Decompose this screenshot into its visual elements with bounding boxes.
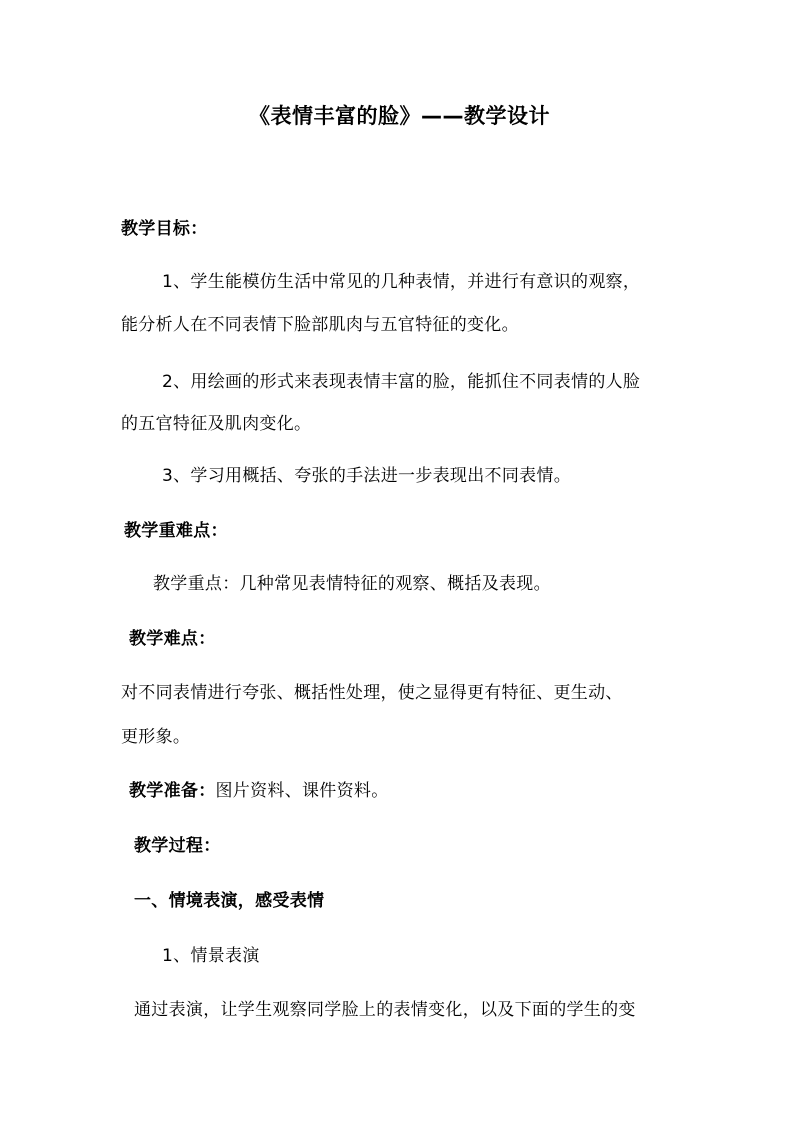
difficult-heading: 教学难点： <box>129 629 216 649</box>
section-1-item-1: 1、情景表演 <box>162 946 260 966</box>
difficult-line-2: 更形象。 <box>121 727 191 747</box>
difficult-line-1: 对不同表情进行夸张、概括性处理，使之显得更有特征、更生动、 <box>121 683 623 703</box>
key-point: 教学重点：几种常见表情特征的观察、概括及表现。 <box>153 574 551 594</box>
document-title: 《表情丰富的脸》——教学设计 <box>249 104 550 128</box>
preparation-label: 教学准备： <box>129 781 216 801</box>
process-heading: 教学过程： <box>134 836 221 856</box>
objectives-heading: 教学目标： <box>121 219 208 239</box>
objective-1-line-2: 能分析人在不同表情下脸部肌肉与五官特征的变化。 <box>121 315 519 335</box>
key-difficult-heading: 教学重难点： <box>124 521 228 541</box>
preparation-text: 图片资料、课件资料。 <box>215 781 389 801</box>
objective-3: 3、学习用概括、夸张的手法进一步表现出不同表情。 <box>162 466 572 486</box>
section-1-heading: 一、情境表演，感受表情 <box>134 891 325 911</box>
section-1-text-line-1: 通过表演，让学生观察同学脸上的表情变化，以及下面的学生的变 <box>134 1000 636 1020</box>
objective-2-line-2: 的五官特征及肌肉变化。 <box>121 414 312 434</box>
objective-1-line-1: 1、学生能模仿生活中常见的几种表情，并进行有意识的观察， <box>162 272 641 292</box>
objective-2-line-1: 2、用绘画的形式来表现表情丰富的脸，能抓住不同表情的人脸 <box>162 372 641 392</box>
preparation-line <box>129 779 389 803</box>
